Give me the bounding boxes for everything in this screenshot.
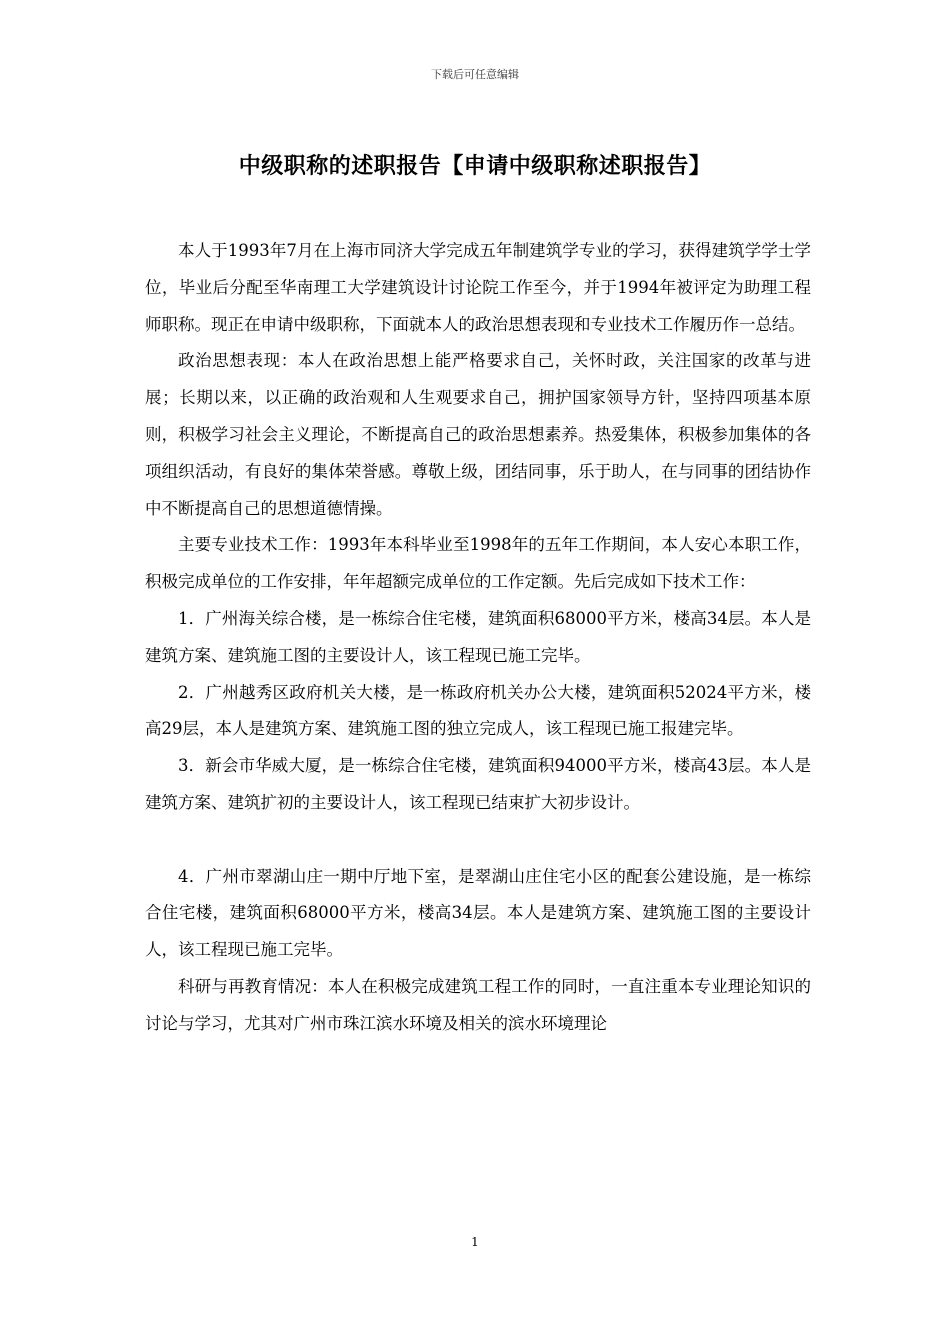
paragraph-technical-work: 主要专业技术工作：1993年本科毕业至1998年的五年工作期间，本人安心本职工作，积极完成单位的工作安排，年年超额完成单位的工作定额。先后完成如下技术工作： (145, 535, 811, 592)
paragraph-intro: 本人于1993年7月在上海市同济大学完成五年制建筑学专业的学习，获得建筑学学士学位，毕业后分配至华南理工大学建筑设计讨论院工作至今，并于1994年被评定为助理工程师职称。现正在申请中级职称，下面就本人的政治思想表现和专业技术工作履历作一总结。 (145, 241, 811, 334)
paragraph-project-3: 3．新会市华威大厦，是一栋综合住宅楼，建筑面积94000平方米，楼高43层。本人是建筑方案、建筑扩初的主要设计人，该工程现已结束扩大初步设计。 (145, 756, 811, 812)
document-title: 中级职称的述职报告【申请中级职称述职报告】 (238, 154, 712, 179)
paragraph-project-4: 4．广州市翠湖山庄一期中厅地下室，是翠湖山庄住宅小区的配套公建设施，是一栋综合住宅楼，建筑面积68000平方米，楼高34层。本人是建筑方案、建筑施工图的主要设计人，该工程现已施工完毕。 (145, 866, 811, 960)
document-body (145, 233, 811, 1043)
paragraph-project-1: 1．广州海关综合楼，是一栋综合住宅楼，建筑面积68000平方米，楼高34层。本人是建筑方案、建筑施工图的主要设计人，该工程现已施工完毕。 (145, 608, 811, 665)
page-number: 1 (471, 1235, 479, 1249)
page-header-note: 下载后可任意编辑 (431, 68, 519, 81)
paragraph-research: 科研与再教育情况：本人在积极完成建筑工程工作的同时，一直注重本专业理论知识的讨论与学习，尤其对广州市珠江滨水环境及相关的滨水环境理论 (145, 976, 811, 1033)
paragraph-project-2: 2．广州越秀区政府机关大楼，是一栋政府机关办公大楼，建筑面积52024平方米，楼高29层，本人是建筑方案、建筑施工图的独立完成人，该工程现已施工报建完毕。 (145, 682, 811, 739)
paragraph-political: 政治思想表现：本人在政治思想上能严格要求自己，关怀时政，关注国家的改革与进展；长期以来，以正确的政治观和人生观要求自己，拥护国家领导方针，坚持四项基本原则，积极学习社会主义理论，不断提高自己的政治思想素养。热爱集体，积极参加集体的各项组织活动，有良好的集体荣誉感。尊敬上级，团结同事，乐于助人，在与同事的团结协作中不断提高自己的思想道德情操。 (145, 351, 811, 518)
blank-line (145, 822, 811, 859)
